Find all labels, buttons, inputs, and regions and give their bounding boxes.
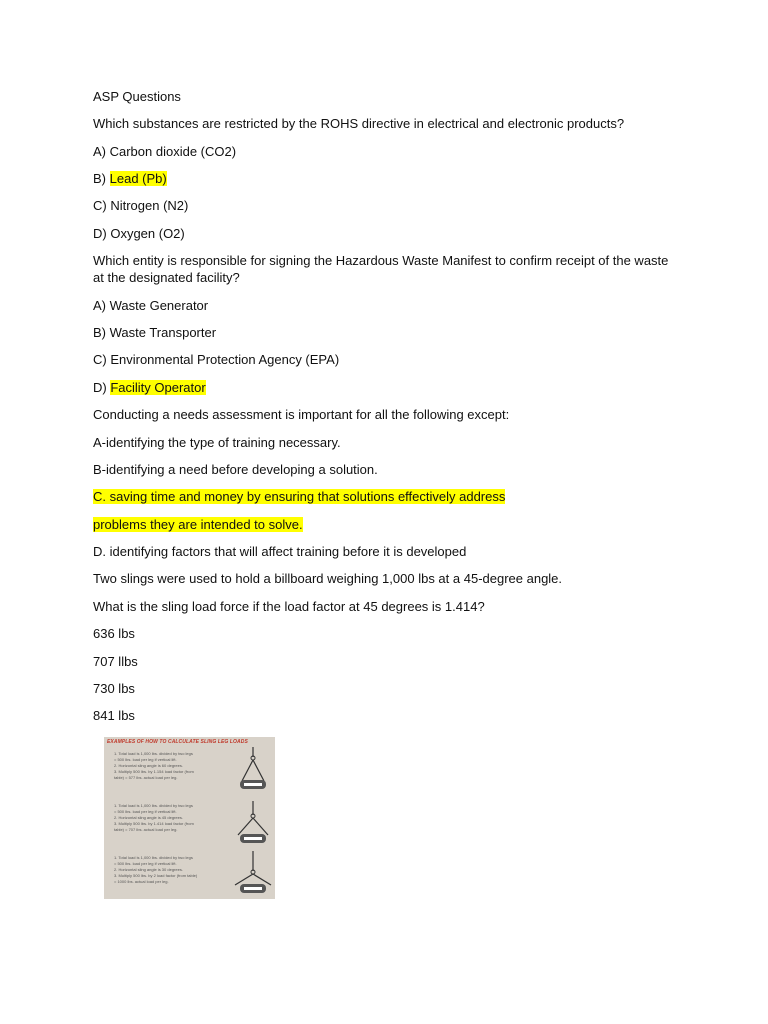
figure-example-2 — [114, 803, 224, 833]
figure-example-3-line-2: = 500 lbs. load per leg if vertical lift. — [114, 861, 177, 866]
q3-option-c-line2 — [93, 516, 303, 533]
document-title: ASP Questions — [93, 89, 181, 104]
figure-example-3-line-1: 1. Total load is 1,000 lbs. divided by two legs — [114, 855, 193, 860]
figure-example-1 — [114, 751, 224, 781]
q4-option-3: 730 lbs — [93, 681, 135, 696]
q3-question: Conducting a needs assessment is important for all the following except: — [93, 407, 510, 422]
q3-option-a: A-identifying the type of training necessary. — [93, 435, 341, 450]
q1-highlighted-answer: Lead (Pb) — [109, 171, 167, 186]
sling-60-degree-icon — [234, 745, 272, 795]
figure-example-2-line-4: 3. Multiply 500 lbs. by 1.414 load factor (from — [114, 821, 194, 826]
figure-example-3 — [114, 855, 224, 885]
sling-load-figure — [104, 737, 275, 899]
q2-highlighted-answer: Facility Operator — [110, 380, 206, 395]
figure-example-1-line-1: 1. Total load is 1,000 lbs. divided by two legs — [114, 751, 193, 756]
q1-question: Which substances are restricted by the ROHS directive in electrical and electronic products? — [93, 116, 625, 131]
figure-example-3-line-3: 2. Horizontal sling angle is 30 degrees. — [114, 867, 183, 872]
q2-option-d-prefix: D) — [93, 380, 111, 395]
q2-question-line2: at the designated facility? — [93, 270, 240, 285]
q2-option-a: A) Waste Generator — [93, 298, 209, 313]
q1-option-b — [93, 170, 167, 187]
q4-option-4: 841 lbs — [93, 708, 135, 723]
q2-question-line1: Which entity is responsible for signing the Hazardous Waste Manifest to confirm receipt of the waste — [93, 253, 669, 268]
q3-highlighted-answer-line1: C. saving time and money by ensuring that solutions effectively address — [93, 489, 506, 504]
q4-option-2: 707 llbs — [93, 654, 138, 669]
q3-highlighted-answer-line2: problems they are intended to solve. — [93, 517, 303, 532]
q1-option-d: D) Oxygen (O2) — [93, 226, 185, 241]
figure-example-1-line-3: 2. Horizontal sling angle is 60 degrees. — [114, 763, 183, 768]
figure-example-1-line-4: 3. Multiply 500 lbs. by 1.154 load factor (from — [114, 769, 194, 774]
q2-option-b: B) Waste Transporter — [93, 325, 217, 340]
figure-example-2-line-2: = 500 lbs. load per leg if vertical lift. — [114, 809, 177, 814]
sling-45-degree-icon — [234, 799, 272, 849]
q3-option-d: D. identifying factors that will affect training before it is developed — [93, 544, 467, 559]
figure-example-3-line-4: 3. Multiply 500 lbs. by 2 load factor (from table) — [114, 873, 198, 878]
q1-option-b-prefix: B) — [93, 171, 110, 186]
q4-question-line2: What is the sling load force if the load factor at 45 degrees is 1.414? — [93, 599, 485, 614]
q1-option-c: C) Nitrogen (N2) — [93, 198, 189, 213]
figure-example-2-line-3: 2. Horizontal sling angle is 45 degrees. — [114, 815, 183, 820]
q1-option-a: A) Carbon dioxide (CO2) — [93, 144, 237, 159]
sling-30-degree-icon — [234, 849, 272, 899]
figure-title: EXAMPLES OF HOW TO CALCULATE SLING LEG LOADS — [107, 739, 248, 745]
figure-example-3-line-5: = 1000 lbs. actual load per leg. — [114, 879, 169, 884]
figure-example-2-line-5: table) = 707 lbs. actual load per leg. — [114, 827, 178, 832]
figure-example-1-line-2: = 500 lbs. load per leg if vertical lift. — [114, 757, 177, 762]
q2-option-c: C) Environmental Protection Agency (EPA) — [93, 352, 340, 367]
q4-question-line1: Two slings were used to hold a billboard weighing 1,000 lbs at a 45-degree angle. — [93, 571, 563, 586]
q2-option-d — [93, 379, 206, 396]
q4-option-1: 636 lbs — [93, 626, 135, 641]
figure-example-2-line-1: 1. Total load is 1,000 lbs. divided by two legs — [114, 803, 193, 808]
q3-option-c-line1 — [93, 488, 505, 505]
figure-example-1-line-5: table) = 577 lbs. actual load per leg. — [114, 775, 178, 780]
q3-option-b: B-identifying a need before developing a solution. — [93, 462, 378, 477]
